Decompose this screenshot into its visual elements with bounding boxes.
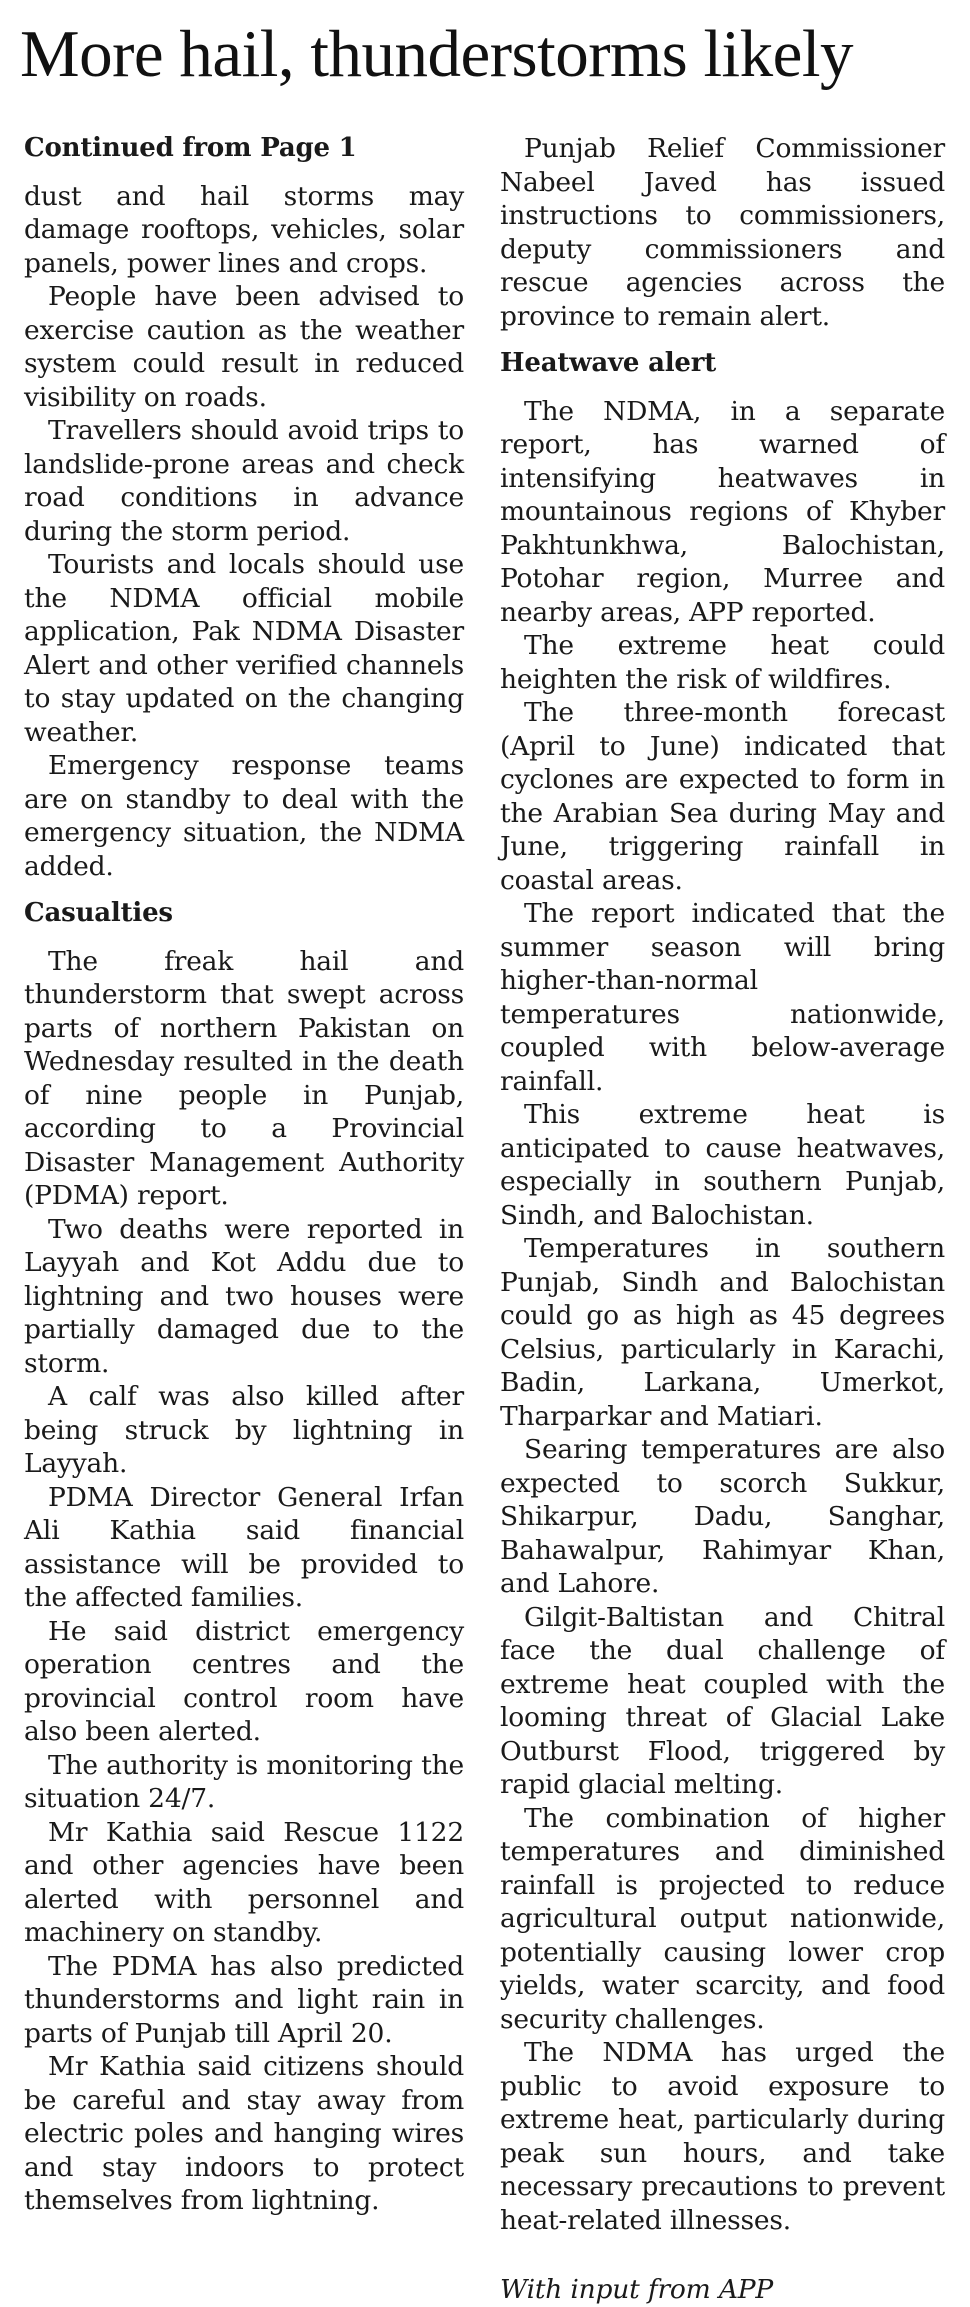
article-paragraph: Gilgit-Baltistan and Chitral face the dual challenge of extreme heat coupled with the looming threat of Glacial Lake Outburst Flood, triggered by rapid glacial melting. xyxy=(500,1601,945,1800)
article-paragraph: Punjab Relief Commissioner Nabeel Javed has issued instructions to commissioners, deputy commissioners and rescue agencies across the province to remain alert. xyxy=(500,133,945,332)
article-paragraph: The authority is monitoring the situation 24/7. xyxy=(24,1749,464,1814)
article-paragraph: Mr Kathia said citizens should be careful and stay away from electric poles and hanging wires and stay indoors to protect themselves from lightning. xyxy=(24,2051,464,2216)
article-paragraph: The freak hail and thunderstorm that swept across parts of northern Pakistan on Wednesday resulted in the death of nine people in Punjab, according to a Provincial Disaster Management Authority (PDMA) report. xyxy=(24,945,464,1211)
article-paragraph: The combination of higher temperatures and diminished rainfall is projected to reduce agricultural output nationwide, potentially causing lower crop yields, water scarcity, and food security challenges. xyxy=(500,1802,945,2035)
left-column xyxy=(24,132,464,2218)
article-paragraph: dust and hail storms may damage rooftops, vehicles, solar panels, power lines and crops. xyxy=(24,180,464,279)
article-paragraph: Searing temperatures are also expected to scorch Sukkur, Shikarpur, Dadu, Sanghar, Bahawalpur, Rahimyar Khan, and Lahore. xyxy=(500,1434,945,1599)
article-paragraph: People have been advised to exercise caution as the weather system could result in reduced visibility on roads. xyxy=(24,281,464,413)
article-paragraph: Tourists and locals should use the NDMA official mobile application, Pak NDMA Disaster Alert and other verified channels to stay updated on the changing weather. xyxy=(24,549,464,748)
heatwave-heading: Heatwave alert xyxy=(500,348,717,378)
article-paragraph: Two deaths were reported in Layyah and Kot Addu due to lightning and two houses were partially damaged due to the storm. xyxy=(24,1213,464,1379)
article-paragraph: This extreme heat is anticipated to cause heatwaves, especially in southern Punjab, Sindh, and Balochistan. xyxy=(500,1099,945,1231)
article-paragraph: The NDMA, in a separate report, has warned of intensifying heatwaves in mountainous regions of Khyber Pakhtunkhwa, Balochistan, Potohar region, Murree and nearby areas, APP reported. xyxy=(500,395,945,628)
headline: More hail, thunderstorms likely xyxy=(20,17,854,91)
article-paragraph: The report indicated that the summer season will bring higher-than-normal temperatures nationwide, coupled with below-average rainfall. xyxy=(500,898,945,1097)
article-paragraph: Temperatures in southern Punjab, Sindh and Balochistan could go as high as 45 degrees Celsius, particularly in Karachi, Badin, Larkana, Umerkot, Tharparkar and Matiari. xyxy=(500,1233,945,1432)
continued-kicker: Continued from Page 1 xyxy=(24,133,357,163)
article-paragraph: He said district emergency operation centres and the provincial control room have also been alerted. xyxy=(24,1615,464,1747)
article-paragraph: Travellers should avoid trips to landslide-prone areas and check road conditions in advance during the storm period. xyxy=(24,415,464,547)
article-paragraph: Mr Kathia said Rescue 1122 and other agencies have been alerted with personnel and machinery on standby. xyxy=(24,1816,464,1948)
right-column xyxy=(500,132,945,2307)
credit-line: With input from APP xyxy=(500,2274,774,2305)
article-paragraph: PDMA Director General Irfan Ali Kathia said financial assistance will be provided to the affected families. xyxy=(24,1481,464,1613)
article-paragraph: The NDMA has urged the public to avoid exposure to extreme heat, particularly during peak sun hours, and take necessary precautions to prevent heat-related illnesses. xyxy=(500,2037,945,2236)
article-paragraph: A calf was also killed after being struck by lightning in Layyah. xyxy=(24,1381,464,1479)
article-paragraph: The extreme heat could heighten the risk of wildfires. xyxy=(500,630,945,695)
article-paragraph: Emergency response teams are on standby to deal with the emergency situation, the NDMA added. xyxy=(24,750,464,882)
casualties-heading: Casualties xyxy=(24,898,173,928)
article-paragraph: The PDMA has also predicted thunderstorms and light rain in parts of Punjab till April 20. xyxy=(24,1950,464,2049)
article-paragraph: The three-month forecast (April to June) indicated that cyclones are expected to form in the Arabian Sea during May and June, triggering rainfall in coastal areas. xyxy=(500,697,945,896)
